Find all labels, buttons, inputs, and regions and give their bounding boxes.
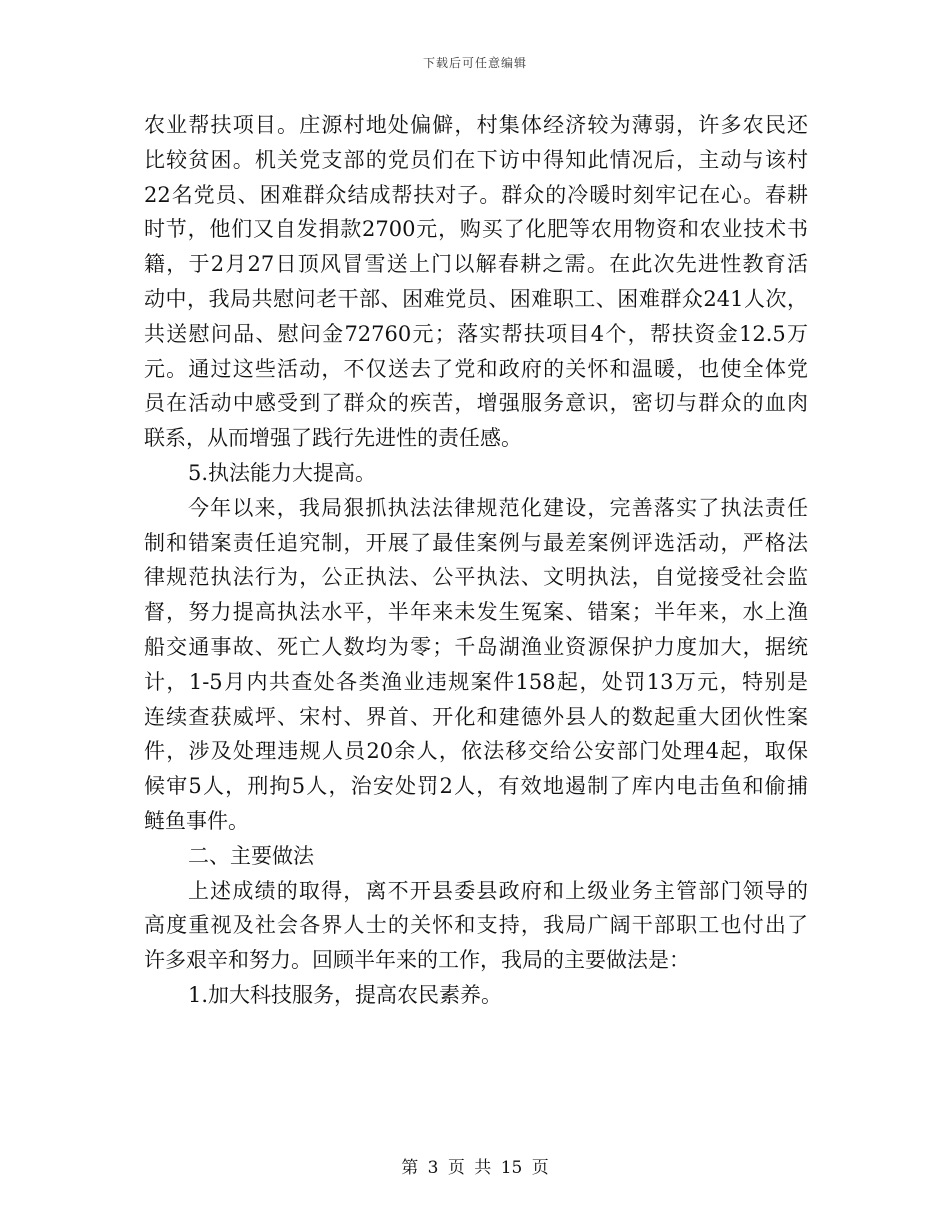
page-number: 第 3 页 共 15 页 [401,1158,549,1178]
text-line: 计，1-5月内共查处各类渔业违规案件158起，处罚13万元，特别是 [144,669,808,694]
section-heading-law-enforcement [144,456,808,491]
section-heading-main-methods [144,839,808,874]
text-line: 高度重视及社会各界人士的关怀和支持，我局广阔干部职工也付出了 [144,913,808,938]
text-line: 今年以来，我局狠抓执法法律规范化建设，完善落实了执法责任 [188,495,808,520]
text-line: 鲢鱼事件。 [144,808,249,833]
page-header: 下载后可任意编辑 [422,56,527,70]
text-line: 上述成绩的取得，离不开县委县政府和上级业务主管部门领导的 [188,878,808,903]
text-line: 动中，我局共慰问老干部、困难党员、困难职工、困难群众241人次， [144,286,808,311]
paragraph-assistance [144,108,808,456]
text-line: 时节，他们又自发捐款2700元，购买了化肥等农用物资和农业技术书 [144,217,808,242]
text-line: 1.加大科技服务，提高农民素养。 [188,982,503,1007]
text-line: 候审5人，刑拘5人，治安处罚2人，有效地遏制了库内电击鱼和偷捕 [144,774,808,799]
text-line: 籍，于2月27日顶风冒雪送上门以解春耕之需。在此次先进性教育活 [144,252,808,277]
text-line: 共送慰问品、慰问金72760元；落实帮扶项目4个，帮扶资金12.5万 [144,321,808,346]
text-line: 元。通过这些活动，不仅送去了党和政府的关怀和温暖，也使全体党 [144,356,808,381]
text-line: 督，努力提高执法水平，半年来未发生冤案、错案；半年来，水上渔 [144,600,808,625]
section-heading-tech-service [144,978,808,1013]
text-line: 22名党员、困难群众结成帮扶对子。群众的冷暖时刻牢记在心。春耕 [144,182,808,207]
text-line: 员在活动中感受到了群众的疾苦，增强服务意识，密切与群众的血肉 [144,391,808,416]
text-line: 联系，从而增强了践行先进性的责任感。 [144,426,522,451]
text-line: 连续查获威坪、宋村、界首、开化和建德外县人的数起重大团伙性案 [144,704,808,729]
text-line: 比较贫困。机关党支部的党员们在下访中得知此情况后，主动与该村 [144,147,808,172]
text-line: 农业帮扶项目。庄源村地处偏僻，村集体经济较为薄弱，许多农民还 [144,113,808,137]
text-line: 件，涉及处理违规人员20余人，依法移交给公安部门处理4起，取保 [144,739,808,764]
text-line: 许多艰辛和努力。回顾半年来的工作，我局的主要做法是： [144,948,690,973]
text-line: 制和错案责任追究制，开展了最佳案例与最差案例评选活动，严格法 [144,530,808,555]
text-line: 律规范执法行为，公正执法、公平执法、文明执法，自觉接受社会监 [144,565,808,590]
paragraph-main-methods [144,874,808,978]
paragraph-law-enforcement [144,491,808,839]
text-line: 船交通事故、死亡人数均为零；千岛湖渔业资源保护力度加大，据统 [144,634,808,659]
document-body [144,108,808,1013]
text-line: 二、主要做法 [188,843,314,868]
text-line: 5.执法能力大提高。 [188,460,377,485]
